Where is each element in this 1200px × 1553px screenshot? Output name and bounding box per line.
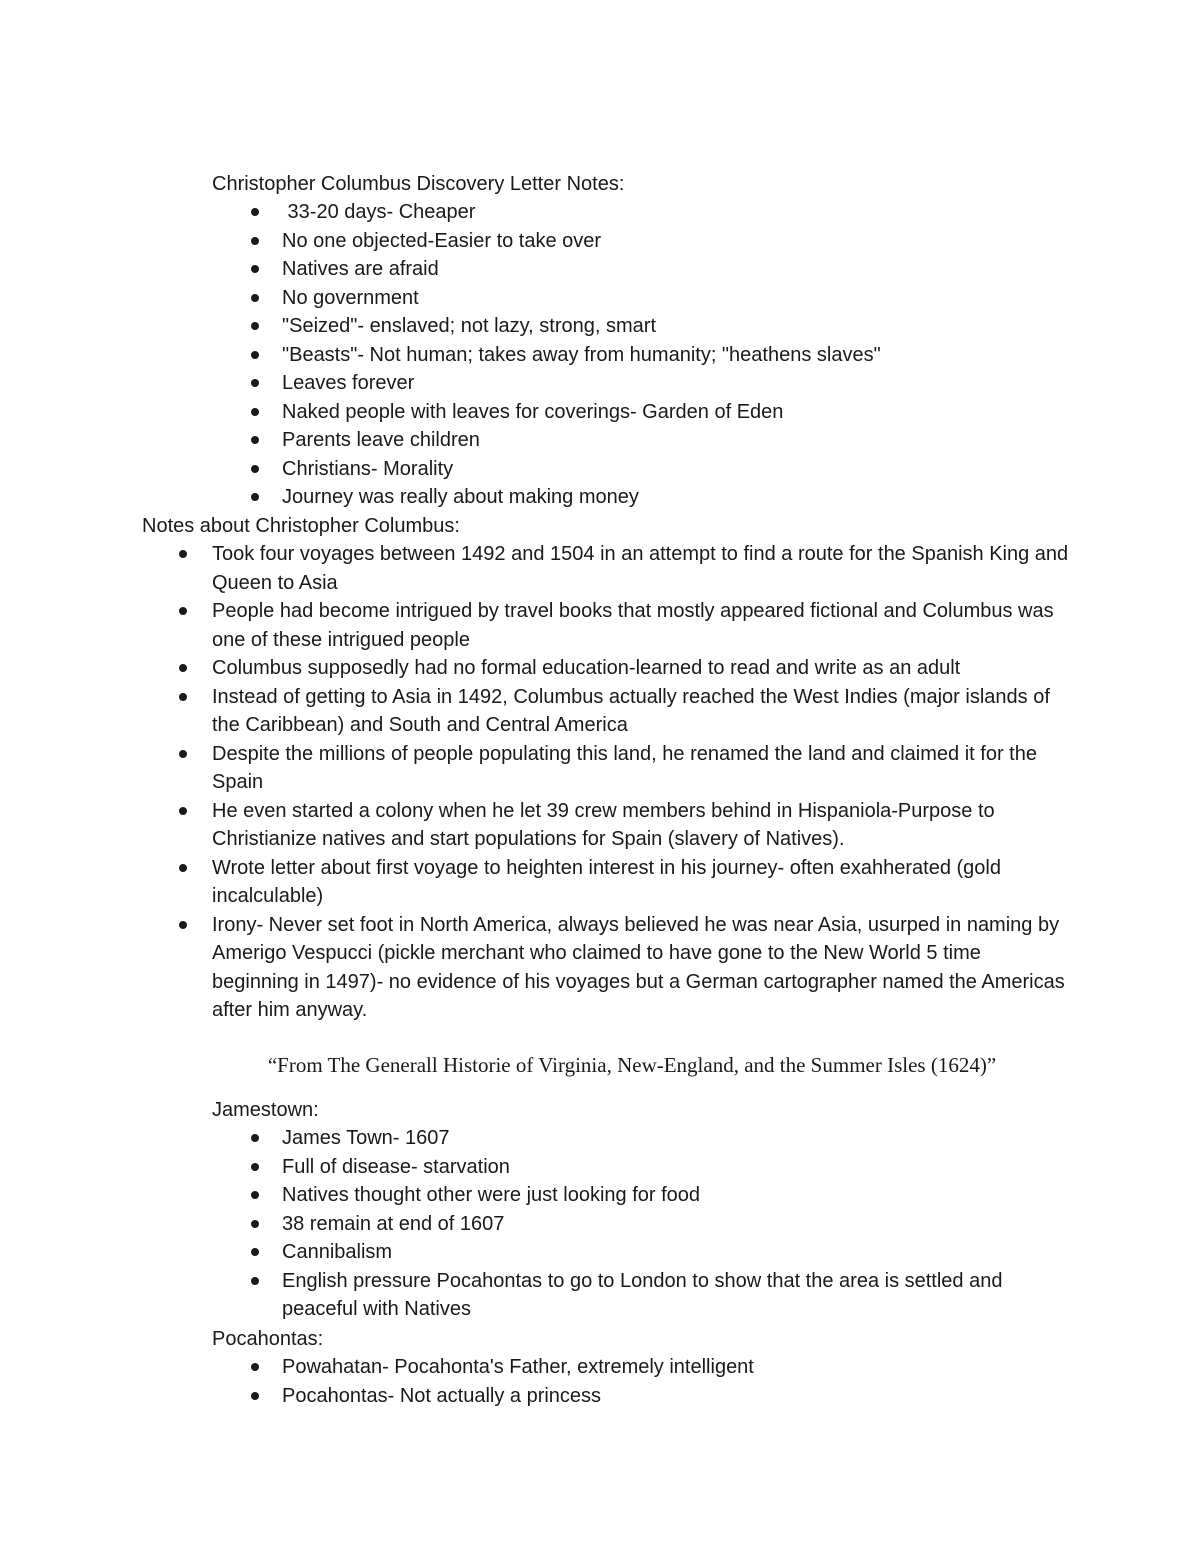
list-item: Natives are afraid [212,255,881,284]
list-item: Irony- Never set foot in North America, always believed he was near Asia, usurped in naming by Amerigo Vespucci (pickle merchant who claimed to have gone to the New World 5 time beginning in 1497)- no evidence of his voyages but a German cartographer named the Americas after him anyway. [142,911,1072,1025]
bullet-icon [251,294,259,302]
list-item: Christians- Morality [212,455,881,484]
list-item: Natives thought other were just looking for food [212,1181,1072,1210]
bullet-icon [251,1248,259,1256]
list-item: No government [212,284,881,313]
list-item: 33-20 days- Cheaper [212,198,881,227]
list-item: Columbus supposedly had no formal education-learned to read and write as an adult [142,654,1072,683]
list-item: Leaves forever [212,369,881,398]
list-item: Journey was really about making money [212,483,881,512]
discovery-letter-notes-list [212,198,881,512]
bullet-icon [179,750,187,758]
list-item: "Beasts"- Not human; takes away from humanity; "heathens slaves" [212,341,881,370]
bullet-icon [179,664,187,672]
bullet-icon [251,265,259,273]
bullet-icon [251,1163,259,1171]
section-heading-discovery-letter: Christopher Columbus Discovery Letter Notes: [212,173,625,195]
bullet-icon [251,465,259,473]
list-item: Instead of getting to Asia in 1492, Columbus actually reached the West Indies (major islands of the Caribbean) and South and Central America [142,683,1072,740]
source-title: “From The Generall Historie of Virginia, New-England, and the Summer Isles (1624)” [267,1053,997,1077]
bullet-icon [251,379,259,387]
bullet-icon [251,1392,259,1400]
bullet-icon [251,1220,259,1228]
bullet-icon [251,436,259,444]
list-item: Powahatan- Pocahonta's Father, extremely intelligent [212,1353,1072,1382]
section-heading-jamestown: Jamestown: [212,1099,319,1121]
bullet-icon [179,607,187,615]
bullet-icon [251,1277,259,1285]
list-item: Took four voyages between 1492 and 1504 in an attempt to find a route for the Spanish King and Queen to Asia [142,540,1072,597]
section-heading-pocahontas: Pocahontas: [212,1328,324,1350]
list-item: Wrote letter about first voyage to heighten interest in his journey- often exahherated (gold incalculable) [142,854,1072,911]
bullet-icon [251,1191,259,1199]
bullet-icon [251,322,259,330]
bullet-icon [179,550,187,558]
list-item: Parents leave children [212,426,881,455]
bullet-icon [179,693,187,701]
pocahontas-notes-list [212,1353,1072,1410]
bullet-icon [179,864,187,872]
list-item: James Town- 1607 [212,1124,1072,1153]
list-item: Despite the millions of people populating this land, he renamed the land and claimed it for the Spain [142,740,1072,797]
columbus-notes-list [142,540,1072,1025]
list-item: English pressure Pocahontas to go to London to show that the area is settled and peaceful with Natives [212,1267,1072,1324]
list-item: He even started a colony when he let 39 crew members behind in Hispaniola-Purpose to Christianize natives and start populations for Spain (slavery of Natives). [142,797,1072,854]
jamestown-notes-list [212,1124,1072,1324]
bullet-icon [251,408,259,416]
bullet-icon [251,237,259,245]
bullet-icon [179,921,187,929]
list-item: Full of disease- starvation [212,1153,1072,1182]
bullet-icon [251,208,259,216]
list-item: 38 remain at end of 1607 [212,1210,1072,1239]
list-item: "Seized"- enslaved; not lazy, strong, smart [212,312,881,341]
bullet-icon [251,493,259,501]
list-item: Cannibalism [212,1238,1072,1267]
list-item: People had become intrigued by travel books that mostly appeared fictional and Columbus was one of these intrigued people [142,597,1072,654]
bullet-icon [251,351,259,359]
bullet-icon [251,1363,259,1371]
list-item: No one objected-Easier to take over [212,227,881,256]
list-item: Pocahontas- Not actually a princess [212,1382,1072,1411]
bullet-icon [251,1134,259,1142]
bullet-icon [179,807,187,815]
list-item: Naked people with leaves for coverings- Garden of Eden [212,398,881,427]
section-heading-columbus-notes: Notes about Christopher Columbus: [142,515,460,537]
